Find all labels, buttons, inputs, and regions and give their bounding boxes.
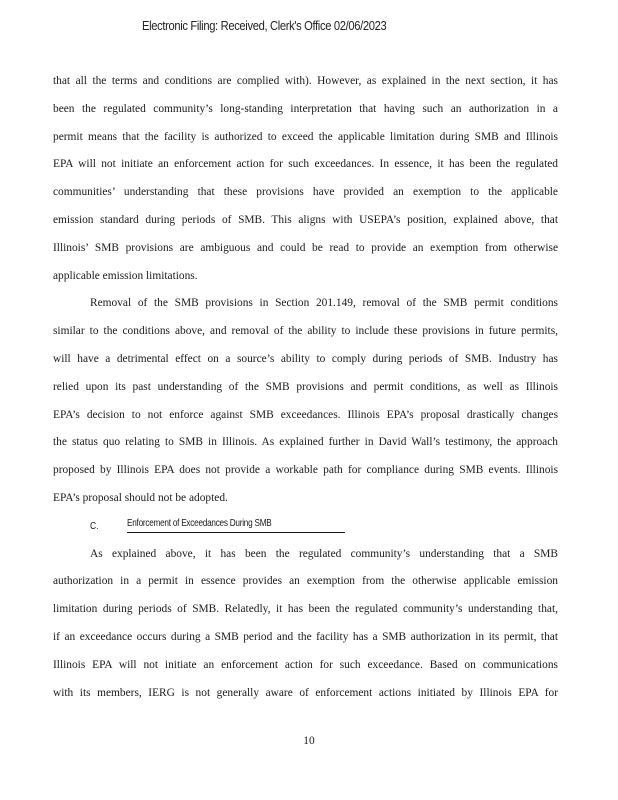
section-heading-letter: C.	[90, 520, 99, 532]
section-heading-title-text: Enforcement of Exceedances During SMB	[127, 517, 272, 529]
paragraph-line: if an exceedance occurs during a SMB period and the facility has a SMB authorization in its permit, that	[53, 630, 558, 643]
paragraph-line: applicable emission limitations.	[53, 269, 198, 282]
page-number: 10	[303, 735, 315, 747]
paragraph-2	[53, 290, 558, 512]
paragraph-line: permit means that the facility is authorized to exceed the applicable limitation during SMB and Illinois	[53, 130, 558, 143]
paragraph-line: similar to the conditions above, and removal of the ability to include these provisions in future permits,	[53, 325, 558, 338]
paragraph-line: with its members, IERG is not generally aware of enforcement actions initiated by Illinois EPA for	[53, 686, 558, 699]
paragraph-line: As explained above, it has been the regulated community’s understanding that a SMB	[90, 547, 558, 560]
paragraph-line: that all the terms and conditions are complied with). However, as explained in the next section, it has	[53, 75, 558, 87]
paragraph-line: proposed by Illinois EPA does not provide a workable path for compliance during SMB events. Illinois	[53, 464, 558, 477]
section-heading-title	[127, 516, 345, 533]
paragraph-line: authorization in a permit in essence provides an exemption from the otherwise applicable emission	[53, 575, 558, 588]
paragraph-1	[53, 68, 558, 290]
paragraph-line: Illinois’ SMB provisions are ambiguous and could be read to provide an exemption from otherwise	[53, 241, 558, 254]
electronic-filing-stamp: Electronic Filing: Received, Clerk's Office 02/06/2023	[142, 18, 387, 33]
paragraph-line: relied upon its past understanding of the SMB provisions and permit conditions, as well as Illinois	[53, 380, 558, 393]
paragraph-3	[53, 541, 558, 708]
paragraph-line: will have a detrimental effect on a source’s ability to comply during periods of SMB. Industry has	[53, 352, 558, 365]
paragraph-line: EPA will not initiate an enforcement action for such exceedances. In essence, it has been the regulated	[53, 158, 558, 171]
paragraph-line: limitation during periods of SMB. Relatedly, it has been the regulated community’s understanding that,	[53, 603, 558, 616]
paragraph-line: been the regulated community’s long-standing interpretation that having such an authorization in a	[53, 102, 558, 115]
paragraph-line: communities’ understanding that these provisions have provided an exemption to the applicable	[53, 186, 558, 199]
paragraph-line: Illinois EPA will not initiate an enforcement action for such exceedance. Based on communications	[53, 658, 558, 671]
paragraph-line: the status quo relating to SMB in Illinois. As explained further in David Wall’s testimony, the approach	[53, 436, 558, 449]
section-heading	[53, 513, 558, 541]
document-body	[53, 68, 558, 707]
paragraph-line: Removal of the SMB provisions in Section 201.149, removal of the SMB permit conditions	[90, 297, 558, 310]
paragraph-line: EPA’s decision to not enforce against SMB exceedances. Illinois EPA’s proposal drastically changes	[53, 408, 558, 421]
paragraph-line: EPA’s proposal should not be adopted.	[53, 491, 228, 504]
paragraph-line: emission standard during periods of SMB. This aligns with USEPA’s position, explained above, that	[53, 213, 558, 226]
